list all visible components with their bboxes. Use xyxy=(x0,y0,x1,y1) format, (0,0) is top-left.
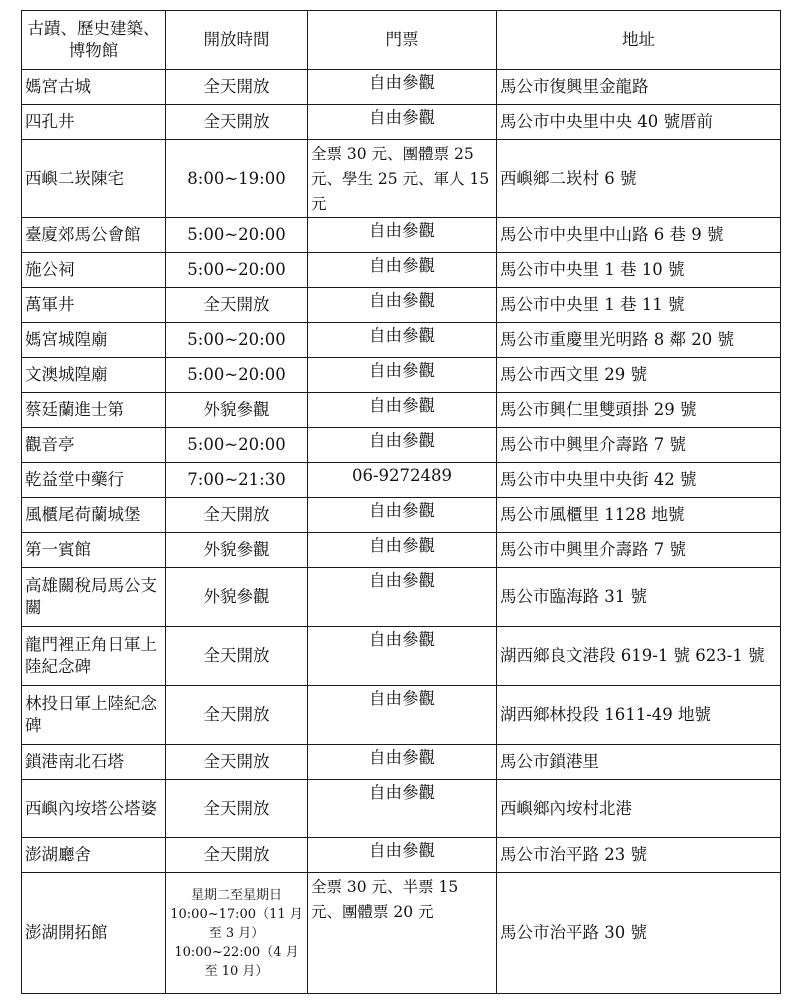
hours-line: 10:00~17:00（11 月至 3 月） xyxy=(170,906,303,941)
ticket-info: 自由參觀 xyxy=(308,323,497,358)
address: 馬公市鎖港里 xyxy=(497,745,781,780)
table-row xyxy=(22,70,781,105)
ticket-info: 自由參觀 xyxy=(308,288,497,323)
address: 馬公市中央里中央 40 號厝前 xyxy=(497,105,781,140)
site-name: 澎湖廳舍 xyxy=(22,838,166,873)
address: 馬公市西文里 29 號 xyxy=(497,358,781,393)
address: 馬公市治平路 23 號 xyxy=(497,838,781,873)
opening-hours: 外貌參觀 xyxy=(166,393,308,428)
ticket-info: 全票 30 元、團體票 25 元、學生 25 元、軍人 15 元 xyxy=(308,140,497,218)
table-row xyxy=(22,498,781,533)
opening-hours: 5:00~20:00 xyxy=(166,323,308,358)
table-row xyxy=(22,533,781,568)
opening-hours: 7:00~21:30 xyxy=(166,463,308,498)
address: 馬公市風櫃里 1128 地號 xyxy=(497,498,781,533)
table-row xyxy=(22,105,781,140)
opening-hours: 5:00~20:00 xyxy=(166,428,308,463)
table-row xyxy=(22,358,781,393)
address: 西嶼鄉內垵村北港 xyxy=(497,780,781,838)
opening-hours: 5:00~20:00 xyxy=(166,218,308,253)
table-row xyxy=(22,780,781,838)
header-address: 地址 xyxy=(497,11,781,70)
table-row xyxy=(22,838,781,873)
ticket-info: 自由參觀 xyxy=(308,627,497,686)
address: 馬公市中央里中山路 6 巷 9 號 xyxy=(497,218,781,253)
ticket-info: 自由參觀 xyxy=(308,745,497,780)
table-row xyxy=(22,428,781,463)
opening-hours: 全天開放 xyxy=(166,498,308,533)
opening-hours: 全天開放 xyxy=(166,838,308,873)
site-name: 林投日軍上陸紀念碑 xyxy=(22,686,166,745)
opening-hours: 全天開放 xyxy=(166,780,308,838)
site-name: 高雄關稅局馬公支關 xyxy=(22,568,166,627)
address: 馬公市興仁里雙頭掛 29 號 xyxy=(497,393,781,428)
hours-line: 星期二至星期日 xyxy=(190,887,282,903)
site-name: 乾益堂中藥行 xyxy=(22,463,166,498)
ticket-info: 自由參觀 xyxy=(308,568,497,627)
ticket-info: 自由參觀 xyxy=(308,70,497,105)
ticket-info: 自由參觀 xyxy=(308,533,497,568)
address: 湖西鄉良文港段 619-1 號 623-1 號 xyxy=(497,627,781,686)
opening-hours: 全天開放 xyxy=(166,686,308,745)
table-row xyxy=(22,393,781,428)
site-name: 西嶼二崁陳宅 xyxy=(22,140,166,218)
attractions-table-page xyxy=(21,10,781,994)
ticket-info: 自由參觀 xyxy=(308,218,497,253)
ticket-info: 自由參觀 xyxy=(308,498,497,533)
site-name: 觀音亭 xyxy=(22,428,166,463)
address: 馬公市中央里中央街 42 號 xyxy=(497,463,781,498)
ticket-info: 自由參觀 xyxy=(308,105,497,140)
header-name: 古蹟、歷史建築、博物館 xyxy=(22,11,166,70)
ticket-info: 自由參觀 xyxy=(308,686,497,745)
table-row xyxy=(22,140,781,218)
attractions-table xyxy=(21,10,781,994)
table-row xyxy=(22,873,781,994)
table-row xyxy=(22,686,781,745)
hours-line: 10:00~22:00（4 月至 10 月） xyxy=(174,944,299,979)
address: 西嶼鄉二崁村 6 號 xyxy=(497,140,781,218)
opening-hours: 全天開放 xyxy=(166,70,308,105)
address: 馬公市復興里金龍路 xyxy=(497,70,781,105)
site-name: 西嶼內垵塔公塔婆 xyxy=(22,780,166,838)
address: 馬公市中央里 1 巷 11 號 xyxy=(497,288,781,323)
ticket-info: 自由參觀 xyxy=(308,780,497,838)
opening-hours: 全天開放 xyxy=(166,745,308,780)
site-name: 媽宮城隍廟 xyxy=(22,323,166,358)
ticket-info: 自由參觀 xyxy=(308,838,497,873)
site-name: 第一賓館 xyxy=(22,533,166,568)
opening-hours xyxy=(166,873,308,994)
phone-number: 06-9272489 xyxy=(308,463,497,498)
header-ticket: 門票 xyxy=(308,11,497,70)
site-name: 龍門裡正角日軍上陸紀念碑 xyxy=(22,627,166,686)
address: 馬公市中興里介壽路 7 號 xyxy=(497,428,781,463)
site-name: 風櫃尾荷蘭城堡 xyxy=(22,498,166,533)
address: 馬公市中興里介壽路 7 號 xyxy=(497,533,781,568)
ticket-info: 自由參觀 xyxy=(308,428,497,463)
ticket-info: 自由參觀 xyxy=(308,393,497,428)
table-row xyxy=(22,627,781,686)
ticket-info: 全票 30 元、半票 15 元、團體票 20 元 xyxy=(308,873,497,994)
site-name: 四孔井 xyxy=(22,105,166,140)
table-row xyxy=(22,253,781,288)
table-row xyxy=(22,745,781,780)
table-header-row xyxy=(22,11,781,70)
opening-hours: 5:00~20:00 xyxy=(166,253,308,288)
header-hours: 開放時間 xyxy=(166,11,308,70)
site-name: 澎湖開拓館 xyxy=(22,873,166,994)
opening-hours: 外貌參觀 xyxy=(166,568,308,627)
opening-hours: 全天開放 xyxy=(166,288,308,323)
address: 馬公市治平路 30 號 xyxy=(497,873,781,994)
table-row xyxy=(22,288,781,323)
site-name: 萬軍井 xyxy=(22,288,166,323)
address: 馬公市重慶里光明路 8 鄰 20 號 xyxy=(497,323,781,358)
site-name: 蔡廷蘭進士第 xyxy=(22,393,166,428)
opening-hours: 外貌參觀 xyxy=(166,533,308,568)
ticket-info: 自由參觀 xyxy=(308,358,497,393)
opening-hours: 全天開放 xyxy=(166,105,308,140)
site-name: 臺廈郊馬公會館 xyxy=(22,218,166,253)
opening-hours: 5:00~20:00 xyxy=(166,358,308,393)
address: 湖西鄉林投段 1611-49 地號 xyxy=(497,686,781,745)
site-name: 施公祠 xyxy=(22,253,166,288)
address: 馬公市中央里 1 巷 10 號 xyxy=(497,253,781,288)
table-row xyxy=(22,463,781,498)
site-name: 鎖港南北石塔 xyxy=(22,745,166,780)
site-name: 媽宮古城 xyxy=(22,70,166,105)
site-name: 文澳城隍廟 xyxy=(22,358,166,393)
table-row xyxy=(22,568,781,627)
address: 馬公市臨海路 31 號 xyxy=(497,568,781,627)
opening-hours: 8:00~19:00 xyxy=(166,140,308,218)
opening-hours: 全天開放 xyxy=(166,627,308,686)
ticket-info: 自由參觀 xyxy=(308,253,497,288)
table-row xyxy=(22,218,781,253)
table-row xyxy=(22,323,781,358)
